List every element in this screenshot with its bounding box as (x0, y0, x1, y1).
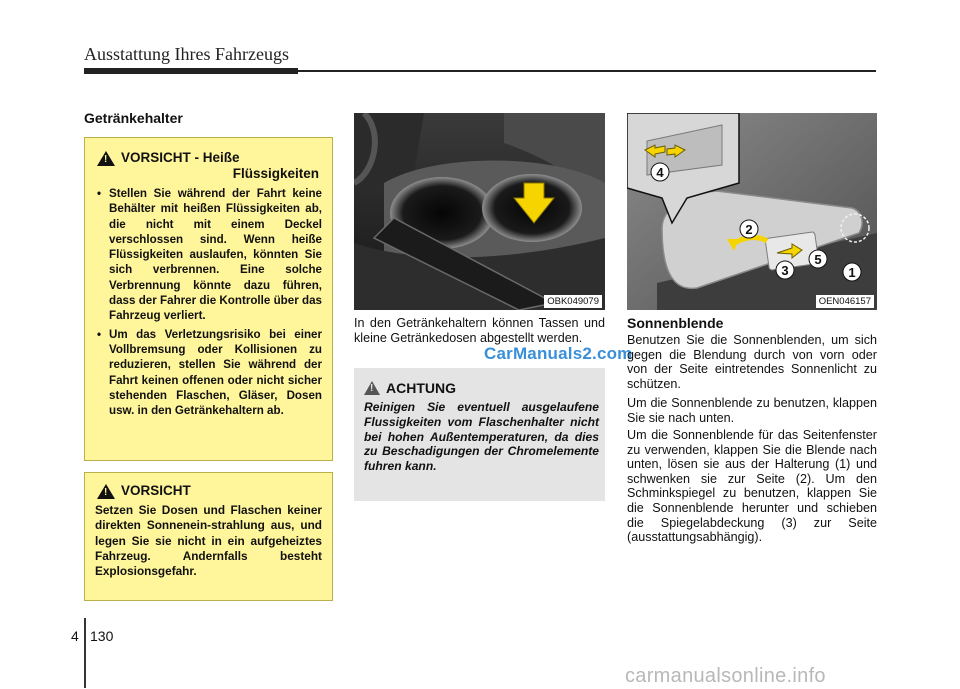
caution-bullet-list (97, 186, 322, 421)
caution-title-main: VORSICHT - Heiße (121, 150, 240, 165)
image-code: OBK049079 (544, 295, 602, 308)
callout-label: 2 (745, 222, 753, 237)
site-watermark: carmanualsonline.info (625, 665, 826, 687)
caution-title-row (97, 483, 191, 499)
warning-triangle-icon: ! (97, 484, 115, 499)
callout-label: 1 (848, 265, 856, 280)
callout-label: 5 (814, 252, 822, 267)
achtung-text: Reinigen Sie eventuell ausgelaufene Flussigkeiten vom Flaschenhalter nicht bei hohen Außentemperaturen, da dies zu Beschadigungen der Chromelemente fuhren kann. (364, 400, 599, 474)
sunvisor-paragraph: Um die Sonnenblende zu benutzen, klappen Sie sie nach unten. (627, 396, 877, 425)
cupholder-description: In den Getränkehaltern können Tassen und kleine Getränkedosen abgestellt werden. (354, 316, 605, 345)
section-heading: Getränkehalter (84, 110, 183, 126)
warning-triangle-icon: ! (364, 381, 380, 395)
image-code: OEN046157 (816, 295, 874, 308)
header-rule (84, 70, 876, 72)
caution-hot-liquids-box (84, 137, 333, 461)
cupholder-photo (354, 113, 605, 310)
footer-rule (84, 618, 86, 688)
sunvisor-paragraph: Benutzen Sie die Sonnenblenden, um sich gegen die Blendung durch von vorn oder von der Seite eintretendes Sonnenlicht zu schützen. (627, 333, 877, 391)
sunvisor-heading: Sonnenblende (627, 315, 724, 331)
caution-bullet: • Um das Verletzungsrisiko bei einer Vollbremsung oder Kollisionen zu reduzieren, stellen Sie während der Fahrt keinen offenen oder nicht sicher stehenden Flaschen, Gläser, Dosen usw. in den Getränkehaltern ab. (97, 327, 322, 419)
callout-label: 3 (781, 263, 789, 278)
caution-title-row (97, 150, 321, 182)
achtung-box (354, 368, 605, 501)
callout-4 (651, 163, 669, 181)
sunvisor-paragraph: Um die Sonnenblende für das Seitenfenster zu verwenden, klappen Sie die Blende nach unten, lösen sie aus der Halterung (1) und schwenken sie zur Seite (2). Um den Schminkspiegel zu benutzen, klappen Sie die Sonnenblende herunter und schieben die Spiegelabdeckung (3) zur Seite (ausstattungsabhängig). (627, 428, 877, 545)
callout-3 (776, 261, 794, 279)
callout-2 (740, 220, 758, 238)
achtung-title: ACHTUNG (386, 380, 456, 396)
sunvisor-illustration (627, 113, 877, 310)
caution-cans-box (84, 472, 333, 601)
caution-title-sub: Flüssigkeiten (232, 166, 319, 181)
callout-label: 4 (656, 165, 664, 180)
page-number: 130 (90, 628, 114, 644)
watermark-text: CarManuals2.com (484, 344, 633, 363)
caution-bullet: • Stellen Sie während der Fahrt keine Behälter mit heißen Flüssigkeiten ab, die nicht mit einem Deckel verschlossen sind. Wenn heiße Flüssigkeiten auslaufen, könnten Sie sich verbrennen. Eine solche Verbrennung könnte dazu führen, dass der Fahrer die Kontrolle über das Fahrzeug verliert. (97, 186, 322, 324)
caution-title: VORSICHT (121, 483, 191, 498)
callout-5 (809, 250, 827, 268)
sunvisor-photo (627, 113, 877, 310)
callout-1 (843, 263, 861, 281)
chapter-number: 4 (71, 628, 79, 644)
page-header-title: Ausstattung Ihres Fahrzeugs (84, 44, 289, 64)
cupholder-illustration (354, 113, 605, 310)
caution-text: Setzen Sie Dosen und Flaschen keiner direkten Sonnenein-strahlung aus, und legen Sie sie nicht in ein aufgeheiztes Fahrzeug. Andernfalls besteht Explosionsgefahr. (95, 503, 322, 579)
caution-title (121, 150, 321, 182)
achtung-title-row (364, 380, 456, 396)
warning-triangle-icon: ! (97, 151, 115, 166)
